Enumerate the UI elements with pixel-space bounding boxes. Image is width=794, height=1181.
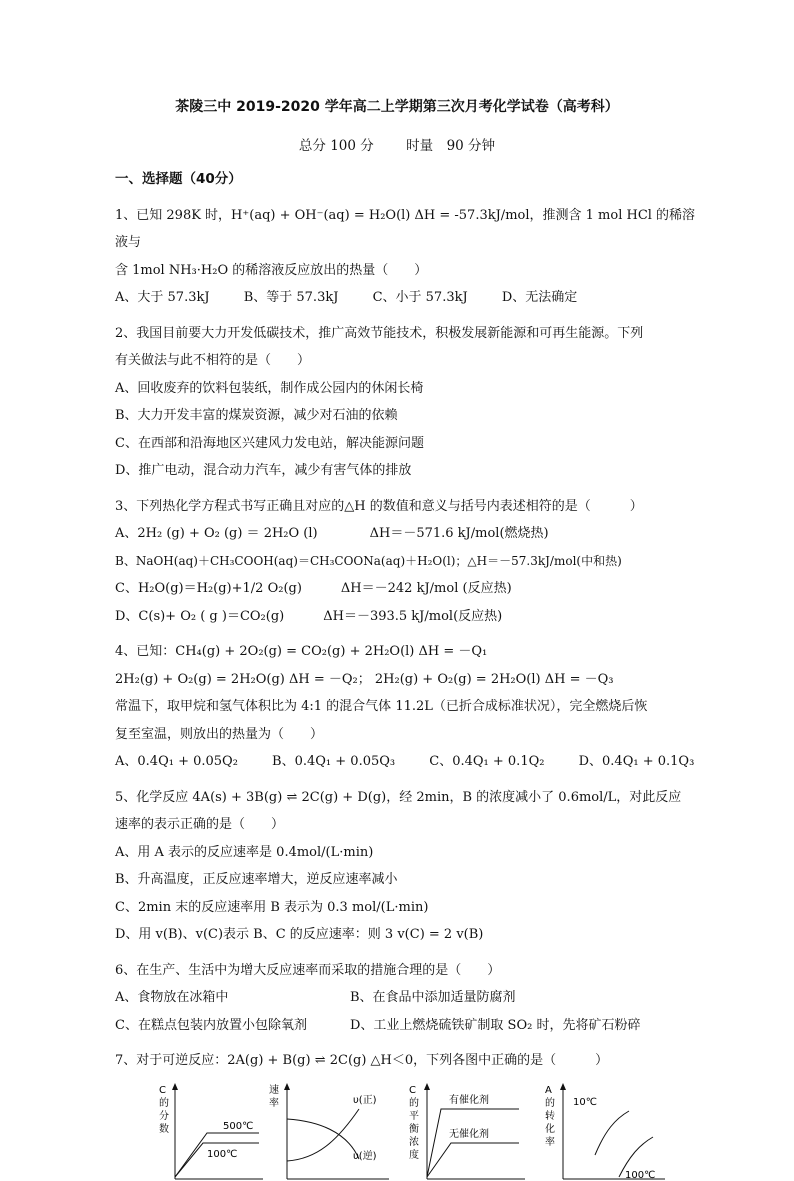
curve-label-forward: υ(正) xyxy=(353,1094,377,1106)
axis-label-char: 率 xyxy=(545,1136,555,1148)
graph-row xyxy=(115,1081,700,1181)
option-b: B、升高温度，正反应速率增大，逆反应速率减小 xyxy=(115,872,398,887)
exam-title: 茶陵三中 2019-2020 学年高二上学期第三次月考化学试卷（高考科） xyxy=(175,99,619,115)
options-row xyxy=(115,748,700,776)
option-d: D、无法确定 xyxy=(501,290,578,305)
question-text: 4、已知：CH₄(g) + 2O₂(g) = CO₂(g) + 2H₂O(l) ΔH = －Q₁ xyxy=(115,644,488,659)
question-6 xyxy=(115,957,700,1040)
graph-c xyxy=(407,1081,527,1181)
option-d: D、工业上燃烧硫铁矿制取 SO₂ 时，先将矿石粉碎 xyxy=(350,1017,641,1033)
question-text: 复至室温，则放出的热量为（ ） xyxy=(115,726,324,742)
curve-label-no-catalyst: 无催化剂 xyxy=(449,1128,489,1140)
curve-label-500: 500℃ xyxy=(223,1120,254,1132)
section-title: 一、选择题（40分） xyxy=(115,171,242,187)
y-arrow xyxy=(172,1083,178,1090)
question-2 xyxy=(115,320,700,485)
curve-label-100: 100℃ xyxy=(207,1148,238,1160)
question-text: 速率的表示正确的是（ ） xyxy=(115,817,285,832)
question-text: 6、在生产、生活中为增大反应速率而采取的措施合理的是（ ） xyxy=(115,962,501,978)
axis-label-char: 浓 xyxy=(409,1136,419,1148)
axis-label-char: 率 xyxy=(269,1097,279,1109)
axis-label-char: 衡 xyxy=(409,1123,419,1135)
question-7 xyxy=(115,1047,700,1181)
axis-label-char: C xyxy=(159,1084,166,1096)
axis-label-char: 数 xyxy=(159,1123,169,1135)
y-arrow xyxy=(284,1083,290,1090)
option-d: D、用 v(B)、v(C)表示 B、C 的反应速率：则 3 v(C) = 2 v(B) xyxy=(115,927,484,942)
curve-label-catalyst: 有催化剂 xyxy=(449,1094,489,1106)
curve-forward xyxy=(287,1119,359,1159)
axis-label-char: 的 xyxy=(159,1097,169,1109)
curve-label-reverse: υ(逆) xyxy=(353,1150,377,1162)
y-arrow xyxy=(560,1083,566,1090)
option-b: B、大力开发丰富的煤炭资源，减少对石油的依赖 xyxy=(115,408,398,423)
axis-label-char: 平 xyxy=(409,1110,419,1122)
option-c: C、在西部和沿海地区兴建风力发电站，解决能源问题 xyxy=(115,435,424,451)
option-b: B、NaOH(aq)＋CH₃COOH(aq)＝CH₃COONa(aq)＋H₂O(l)；△H＝－57.3kJ/mol(中和热) xyxy=(115,553,622,568)
question-4 xyxy=(115,638,700,776)
graph-d xyxy=(543,1081,668,1181)
option-a: A、大于 57.3kJ xyxy=(115,290,210,305)
question-text: 7、对于可逆反应：2A(g) + B(g) ⇌ 2C(g) △H＜0，下列各图中正确的是（ ） xyxy=(115,1053,609,1068)
question-1 xyxy=(115,202,700,312)
question-5 xyxy=(115,784,700,949)
axis-label-char: 的 xyxy=(409,1097,419,1109)
axis-label-char: 度 xyxy=(409,1149,419,1161)
question-text: 3、下列热化学方程式书写正确且对应的△H 的数值和意义与括号内表述相符的是（ ） xyxy=(115,498,643,514)
option-a: A、食物放在冰箱中 xyxy=(115,990,229,1005)
question-text: 含 1mol NH₃·H₂O 的稀溶液反应放出的热量（ ） xyxy=(115,262,428,278)
curve-label-10: 10℃ xyxy=(573,1096,597,1108)
question-text: 有关做法与此不相符的是（ ） xyxy=(115,353,311,368)
axis-label-char: A xyxy=(545,1084,552,1096)
time-limit: 时量 90 分钟 xyxy=(406,138,496,154)
option-d: D、C(s)+ O₂ ( g )＝CO₂(g) ΔH＝－393.5 kJ/mol(反应热) xyxy=(115,608,503,624)
exam-meta xyxy=(0,134,794,154)
axis-label-char: C xyxy=(409,1084,416,1096)
option-b: B、在食品中添加适量防腐剂 xyxy=(350,990,516,1005)
question-text: 5、化学反应 4A(s) + 3B(g) ⇌ 2C(g) + D(g)，经 2min，B 的浓度减小了 0.6mol/L，对此反应 xyxy=(115,789,682,805)
option-a: A、0.4Q₁ + 0.05Q₂ xyxy=(115,754,238,769)
curve-label-100: 100℃ xyxy=(625,1169,656,1181)
option-c: C、2min 末的反应速率用 B 表示为 0.3 mol/(L·min) xyxy=(115,899,429,915)
graph-b xyxy=(267,1081,392,1181)
axis-label-char: 分 xyxy=(159,1110,169,1122)
question-text: 2H₂(g) + O₂(g) = 2H₂O(g) ΔH = －Q₂； 2H₂(g) + O₂(g) = 2H₂O(l) ΔH = －Q₃ xyxy=(115,671,614,687)
axis-label-char: 化 xyxy=(545,1123,555,1135)
total-score: 总分 100 分 xyxy=(298,138,374,154)
curve-no-catalyst xyxy=(427,1143,519,1177)
exam-content xyxy=(115,166,700,1181)
option-c: C、在糕点包装内放置小包除氧剂 xyxy=(115,1017,307,1033)
options-row xyxy=(115,284,700,312)
option-c: C、0.4Q₁ + 0.1Q₂ xyxy=(429,754,545,769)
axis-label-char: 转 xyxy=(545,1110,555,1122)
option-a: A、2H₂ (g) + O₂ (g) ＝ 2H₂O (l) ΔH＝－571.6 kJ/mol(燃烧热) xyxy=(115,526,549,541)
option-a: A、回收废弃的饮料包装纸，制作成公园内的休闲长椅 xyxy=(115,380,424,396)
option-a: A、用 A 表示的反应速率是 0.4mol/(L·min) xyxy=(115,844,374,860)
question-text: 1、已知 298K 时，H⁺(aq) + OH⁻(aq) = H₂O(l) ΔH = -57.3kJ/mol，推测含 1 mol HCl 的稀溶液与 xyxy=(115,207,696,250)
option-b: B、0.4Q₁ + 0.05Q₃ xyxy=(272,754,396,769)
option-d: D、推广电动，混合动力汽车，减少有害气体的排放 xyxy=(115,463,412,478)
question-text: 常温下，取甲烷和氢气体积比为 4:1 的混合气体 11.2L（已折合成标准状况），完全燃烧后恢 xyxy=(115,699,648,714)
option-d: D、0.4Q₁ + 0.1Q₃ xyxy=(578,754,695,769)
axis-label-char: 速 xyxy=(269,1084,279,1096)
axis-label-char: 的 xyxy=(545,1097,555,1109)
option-c: C、小于 57.3kJ xyxy=(372,290,468,305)
y-arrow xyxy=(424,1083,430,1090)
curve-reverse xyxy=(287,1109,359,1161)
curve-10 xyxy=(595,1111,629,1155)
question-3 xyxy=(115,493,700,631)
options-grid xyxy=(115,984,700,1039)
question-text: 2、我国目前要大力开发低碳技术，推广高效节能技术，积极发展新能源和可再生能源。下列 xyxy=(115,325,644,341)
option-c: C、H₂O(g)＝H₂(g)+1/2 O₂(g) ΔH＝－242 kJ/mol (反应热) xyxy=(115,581,512,596)
option-b: B、等于 57.3kJ xyxy=(243,290,339,305)
graph-a xyxy=(155,1081,265,1181)
